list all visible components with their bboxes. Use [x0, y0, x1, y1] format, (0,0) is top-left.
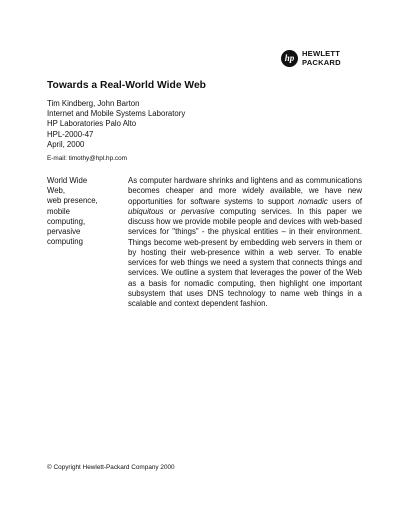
abstract-part: users of — [327, 196, 362, 206]
hp-logo-wordmark — [302, 50, 341, 67]
keyword-line: World Wide — [47, 176, 88, 185]
copyright-notice: © Copyright Hewlett-Packard Company 2000 — [47, 464, 175, 471]
abstract-part: or — [163, 206, 182, 216]
author-block — [47, 99, 185, 150]
report-number: HPL-2000-47 — [47, 129, 94, 139]
report-date: April, 2000 — [47, 139, 85, 149]
keyword-line: Web, — [47, 186, 66, 196]
hp-logo-icon: hp — [281, 50, 298, 67]
keywords-column — [47, 176, 119, 247]
contact-email: E-mail: timothy@hpl.hp.com — [47, 155, 128, 162]
keyword-line: computing — [47, 237, 83, 247]
logo-line-1: HEWLETT — [302, 49, 341, 59]
hp-logo — [281, 50, 341, 67]
keyword-line: web presence, — [47, 196, 98, 206]
abstract-emphasis: nomadic — [298, 196, 328, 206]
abstract-text — [128, 176, 362, 309]
abstract-part: computing services. In this paper we discuss how we provide mobile people and devices with web-based services for "things" - the physical entities – in their environment. Things become web-present by embedding web servers in them or by hosting their web-presence within a web server. To enable services for web things we need a system that connects things and services. We outline a system that leverages the power of the Web as a basis for nomadic computing, then highlight one important subsystem that uses DNS technology to name web things in a scalable and context dependent fashion. — [128, 206, 363, 308]
abstract-emphasis: pervasive — [181, 206, 215, 216]
abstract-part: As computer hardware shrinks and lightens and as communications becomes cheaper and more widely available, we have new opportunities for software systems to support — [128, 176, 362, 206]
lab-line: Internet and Mobile Systems Laboratory — [47, 109, 186, 119]
keyword-line: pervasive — [47, 227, 81, 237]
keyword-line: mobile — [47, 206, 70, 216]
authors-line: Tim Kindberg, John Barton — [47, 99, 140, 108]
location-line: HP Laboratories Palo Alto — [47, 119, 137, 129]
keyword-line: computing, — [47, 216, 86, 226]
page-title: Towards a Real-World Wide Web — [47, 80, 206, 91]
abstract-emphasis: ubiquitous — [128, 206, 164, 216]
logo-line-2: PACKARD — [302, 57, 341, 67]
